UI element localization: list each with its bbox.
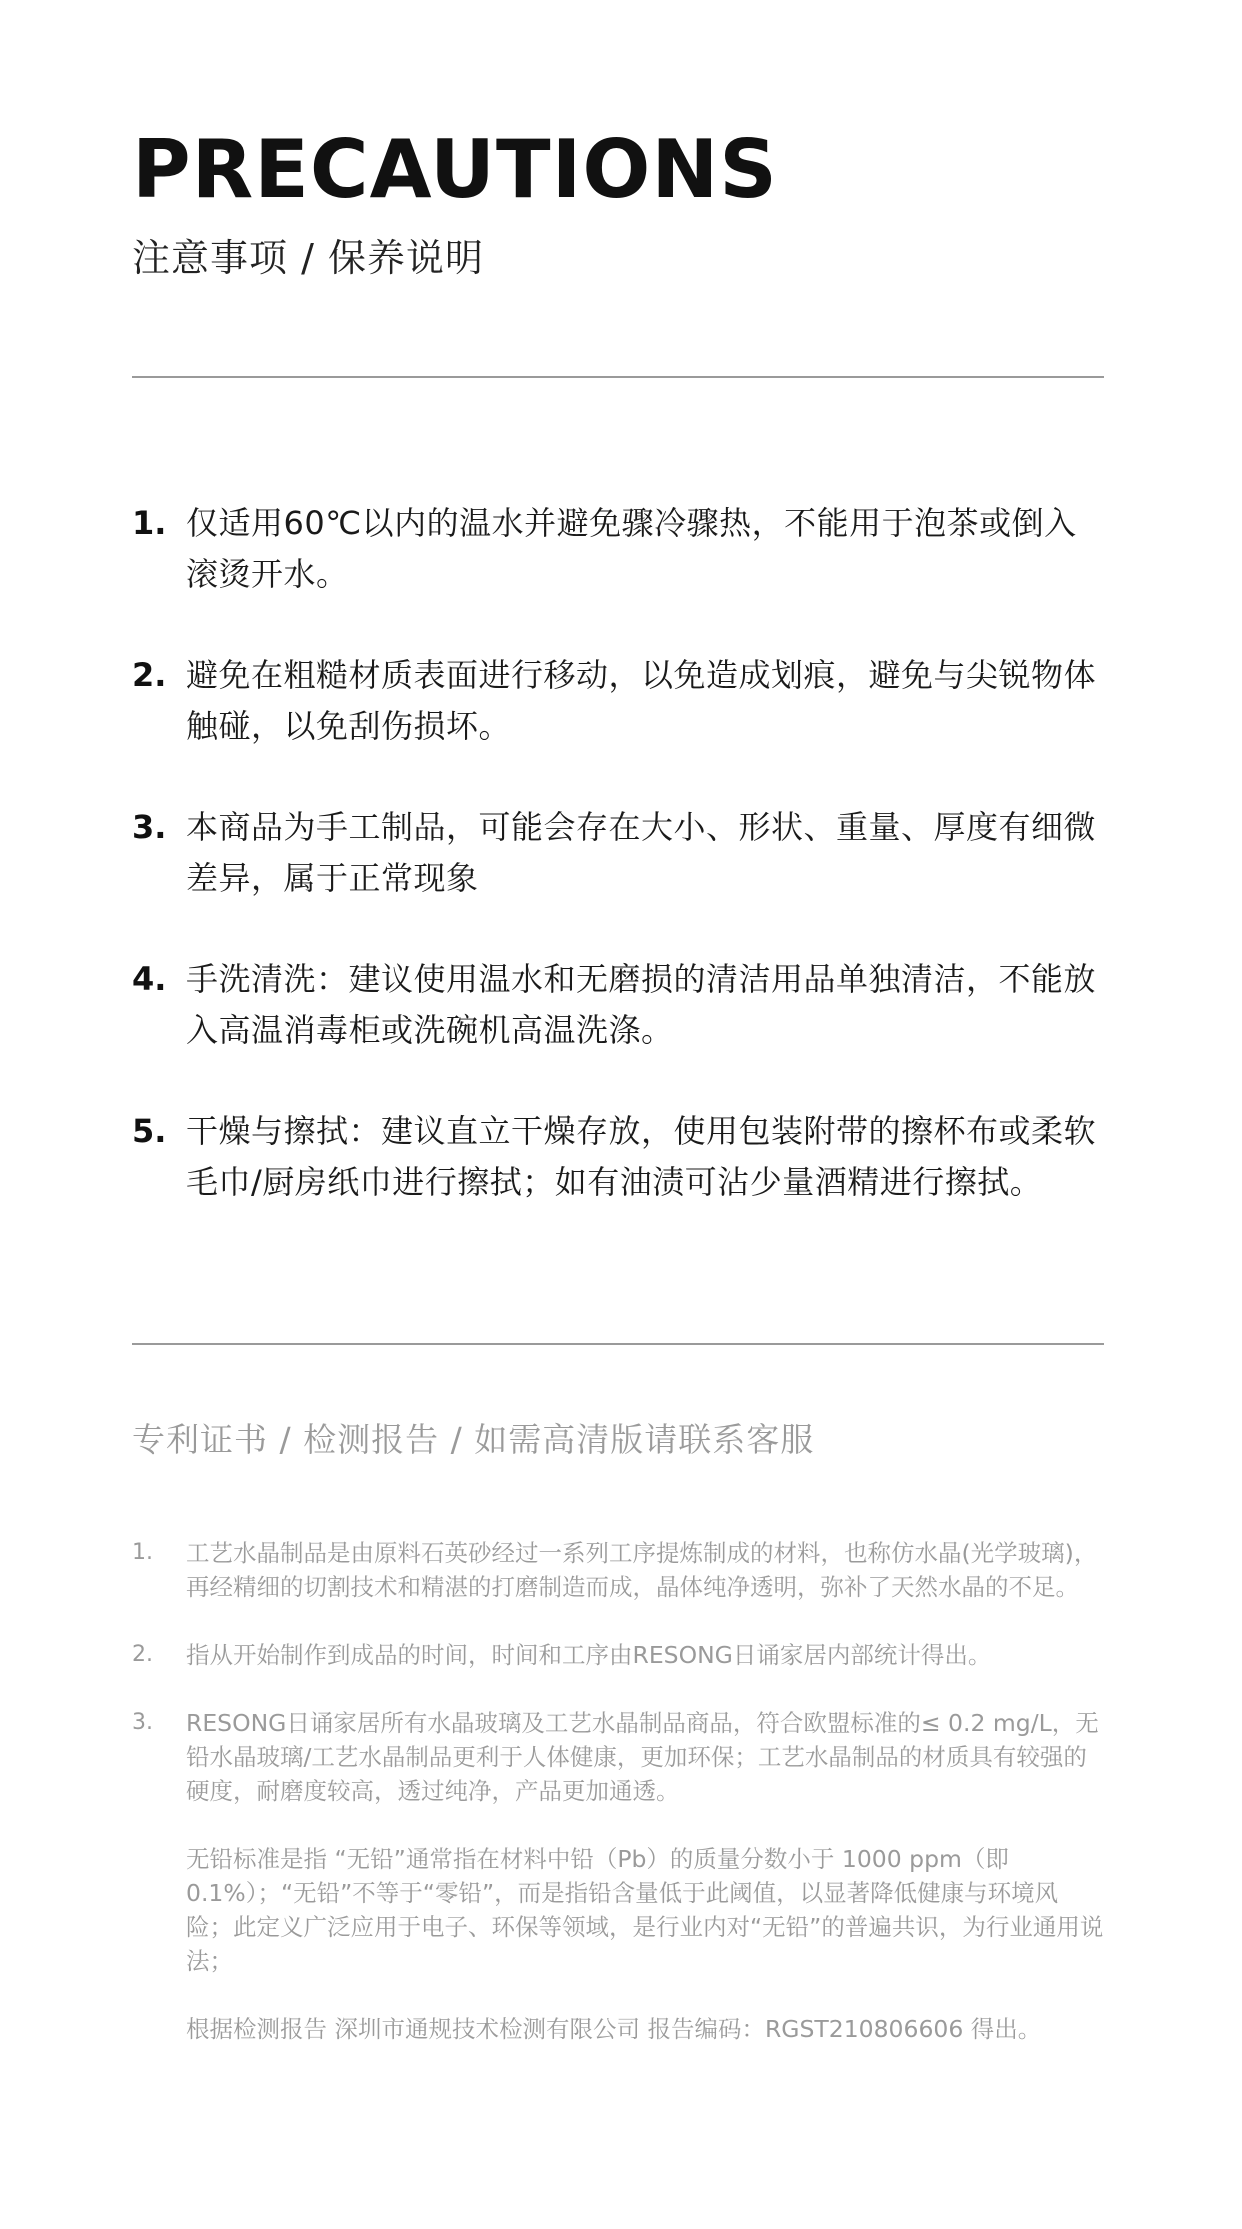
precaution-number: 2. [132,656,167,694]
note-number: 1. [132,1540,153,1565]
note-body [186,1706,1104,2046]
precaution-number: 4. [132,960,167,998]
precaution-item [132,802,1104,904]
note-number: 3. [132,1710,153,1735]
top-divider [132,376,1104,378]
precaution-number: 5. [132,1112,167,1150]
notes-list [132,1536,1104,2080]
precaution-number: 3. [132,808,167,846]
precaution-text: 干燥与擦拭：建议直立干燥存放，使用包装附带的擦杯布或柔软毛巾/厨房纸巾进行擦拭；如有油渍可沾少量酒精进行擦拭。 [186,1112,1097,1201]
page-title: PRECAUTIONS [132,123,778,216]
notes-heading: 专利证书 / 检测报告 / 如需高清版请联系客服 [132,1420,815,1459]
note-paragraph: 工艺水晶制品是由原料石英砂经过一系列工序提炼制成的材料，也称仿水晶(光学玻璃)，再经精细的切割技术和精湛的打磨制造而成，晶体纯净透明，弥补了天然水晶的不足。 [186,1539,1098,1601]
precautions-list [132,498,1104,1258]
page-subtitle: 注意事项 / 保养说明 [132,236,484,280]
precaution-item [132,1106,1104,1208]
note-paragraph: 根据检测报告 深圳市通规技术检测有限公司 报告编码：RGST210806606 得出。 [186,2015,1042,2043]
precaution-item [132,498,1104,600]
precaution-number: 1. [132,504,167,542]
note-paragraph: 指从开始制作到成品的时间，时间和工序由RESONG日诵家居内部统计得出。 [186,1641,992,1669]
note-number: 2. [132,1642,153,1667]
precaution-text: 本商品为手工制品，可能会存在大小、形状、重量、厚度有细微差异，属于正常现象 [186,808,1097,897]
note-paragraph: RESONG日诵家居所有水晶玻璃及工艺水晶制品商品，符合欧盟标准的≤ 0.2 mg/L，无铅水晶玻璃/工艺水晶制品更利于人体健康，更加环保；工艺水晶制品的材质具有较强的硬度，耐磨度较高，透过纯净，产品更加通透。 [186,1709,1099,1805]
precaution-item [132,650,1104,752]
note-body [186,1536,1104,1604]
note-body [186,1638,1104,1672]
note-item [132,1706,1104,2046]
note-paragraph: 无铅标准是指 “无铅”通常指在材料中铅（Pb）的质量分数小于 1000 ppm（即0.1%）；“无铅”不等于“零铅”，而是指铅含量低于此阈值，以显著降低健康与环境风险；此定义广泛应用于电子、环保等领域，是行业内对“无铅”的普遍共识，为行业通用说法； [186,1845,1104,1975]
precaution-text: 仅适用60℃以内的温水并避免骤冷骤热，不能用于泡茶或倒入滚烫开水。 [186,504,1077,593]
precaution-item [132,954,1104,1056]
middle-divider [132,1343,1104,1345]
precaution-text: 手洗清洗：建议使用温水和无磨损的清洁用品单独清洁，不能放入高温消毒柜或洗碗机高温洗涤。 [186,960,1097,1049]
note-item [132,1638,1104,1672]
note-item [132,1536,1104,1604]
precaution-text: 避免在粗糙材质表面进行移动，以免造成划痕，避免与尖锐物体触碰，以免刮伤损坏。 [186,656,1097,745]
